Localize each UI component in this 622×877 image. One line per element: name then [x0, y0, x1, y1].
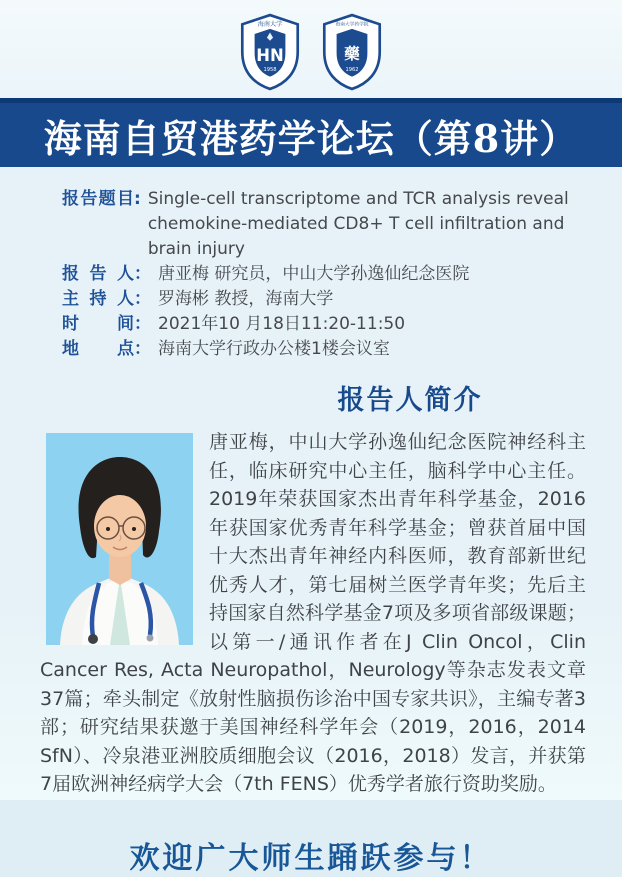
host-label: 主持人: [62, 289, 134, 309]
logo-row: [0, 0, 622, 98]
svg-text:1962: 1962: [345, 66, 359, 73]
welcome-message: 欢迎广大师生踊跃参与！: [129, 840, 493, 876]
forum-banner: [0, 98, 622, 167]
location-label: 地点: [62, 339, 134, 359]
forum-title: 海南自贸港药学论坛（第8讲）: [43, 115, 579, 161]
location-value: 海南大学行政办公楼1楼会议室: [158, 339, 390, 359]
speaker-colon: ：: [134, 264, 151, 284]
topic-label: 报告题目: [62, 189, 134, 209]
hainan-university-emblem-icon: [237, 13, 303, 91]
speaker-photo: [46, 433, 193, 645]
bio-text: 唐亚梅，中山大学孙逸仙纪念医院神经科主任，临床研究中心主任，脑科学中心主任。2019年荣获国家杰出青年科学基金，2016年获国家优秀青年科学基金；曾获首届中国十大杰出青年神经内科医师，教育部新世纪优秀人才，第七届树兰医学青年奖；先后主持国家自然科学基金7项及多项省部级课题；以第一/通讯作者在J Clin Oncol，Clin Cancer Res, Acta Neuropathol，Neurology等杂志发表文章37篇；牵头制定《放射性脑损伤诊治中国专家共识》，主编专著3部；研究结果获邀于美国神经科学年会（2019，2016，2014 SfN）、冷泉港亚洲胶质细胞会议（2016，2018）发言，并获第7届欧洲神经病学大会（7th FENS）优秀学者旅行资助奖励。: [40, 431, 586, 795]
time-label: 时间: [62, 314, 134, 334]
svg-text:藥: 藥: [344, 45, 360, 64]
time-value: 2021年10 月18日11:20-11:50: [158, 314, 406, 334]
host-value: 罗海彬 教授，海南大学: [158, 289, 334, 309]
svg-text:HN: HN: [256, 46, 284, 66]
host-colon: ：: [134, 289, 151, 309]
info-row-host: [62, 287, 582, 312]
location-colon: ：: [134, 339, 151, 359]
svg-text:1958: 1958: [263, 66, 277, 73]
topic-value: Single-cell transcriptome and TCR analysis reveal chemokine-mediated CD8+ T cell infiltration and brain injury: [147, 189, 569, 259]
topic-colon: :: [134, 189, 141, 209]
time-colon: ：: [134, 314, 151, 334]
info-row-location: [62, 337, 582, 362]
bio-heading: 报告人简介: [337, 385, 483, 416]
info-row-topic: [62, 187, 582, 262]
pharmacy-school-emblem-icon: [319, 13, 385, 91]
svg-text:海南大学药学院: 海南大学药学院: [335, 22, 369, 28]
svg-text:海南大学: 海南大学: [257, 20, 283, 28]
speaker-label: 报告人: [62, 264, 134, 284]
info-row-time: [62, 312, 582, 337]
bio-section: [0, 428, 622, 799]
info-row-speaker: [62, 262, 582, 287]
speaker-value: 唐亚梅 研究员，中山大学孙逸仙纪念医院: [158, 264, 470, 284]
talk-info: [0, 167, 622, 362]
